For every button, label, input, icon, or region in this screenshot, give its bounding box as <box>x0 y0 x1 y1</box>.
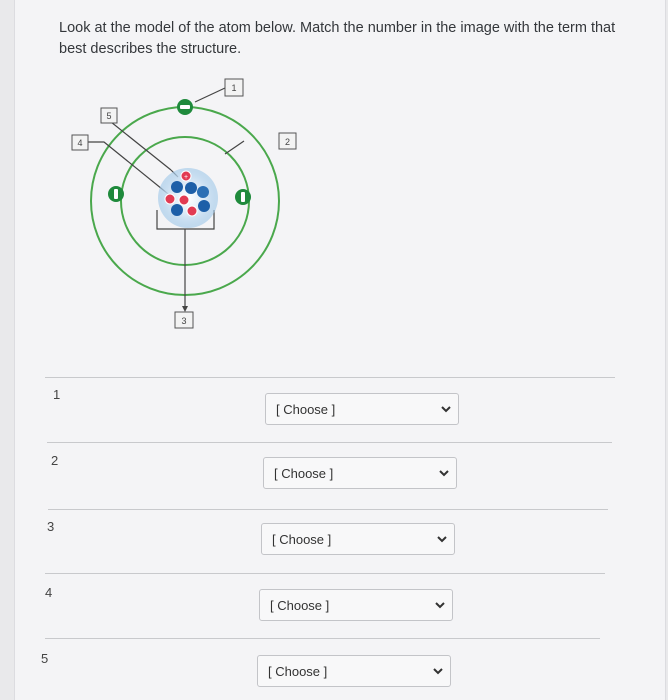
row-number: 4 <box>45 585 53 600</box>
chevron-down-icon <box>436 533 448 545</box>
neutron <box>198 200 210 212</box>
chevron-down-icon <box>432 665 444 677</box>
proton <box>179 195 189 205</box>
term-select-5[interactable] <box>257 655 451 687</box>
term-select-2[interactable] <box>263 457 457 489</box>
figure-label-4-text: 4 <box>77 138 83 148</box>
figure-label-1 <box>225 79 243 96</box>
row-divider <box>47 442 612 443</box>
select-value: [ Choose ] <box>272 532 332 547</box>
select-value: [ Choose ] <box>270 598 330 613</box>
figure-label-5-text: 5 <box>106 111 112 121</box>
select-value: [ Choose ] <box>274 466 334 481</box>
row-divider <box>45 638 600 639</box>
neutron <box>185 182 197 194</box>
neutron <box>197 186 209 198</box>
neutron <box>171 204 183 216</box>
figure-label-1-text: 1 <box>231 83 237 93</box>
atom-model-diagram <box>59 70 299 340</box>
term-select-1[interactable] <box>265 393 459 425</box>
atom-model-figure <box>59 70 299 340</box>
row-number: 2 <box>51 453 59 468</box>
select-value: [ Choose ] <box>276 402 336 417</box>
proton <box>187 206 197 216</box>
figure-label-5 <box>101 108 117 123</box>
row-divider <box>48 509 608 510</box>
row-number: 5 <box>41 651 49 666</box>
question-card <box>14 0 666 700</box>
term-select-4[interactable] <box>259 589 453 621</box>
figure-label-3 <box>175 312 193 328</box>
svg-text:+: + <box>183 174 189 181</box>
proton <box>165 194 175 204</box>
select-value: [ Choose ] <box>268 664 328 679</box>
figure-label-3-text: 3 <box>181 316 187 326</box>
term-select-3[interactable] <box>261 523 455 555</box>
row-number: 3 <box>47 519 55 534</box>
figure-label-2 <box>279 133 296 149</box>
chevron-down-icon <box>438 467 450 479</box>
chevron-down-icon <box>440 403 452 415</box>
figure-label-4 <box>72 135 88 150</box>
question-text: Look at the model of the atom below. Match the number in the image with the term that best describes the structure. <box>59 20 616 57</box>
row-divider <box>45 377 615 378</box>
chevron-down-icon <box>434 599 446 611</box>
figure-label-2-text: 2 <box>284 137 291 147</box>
row-number: 1 <box>53 387 61 402</box>
neutron <box>171 181 183 193</box>
row-divider <box>45 573 605 574</box>
